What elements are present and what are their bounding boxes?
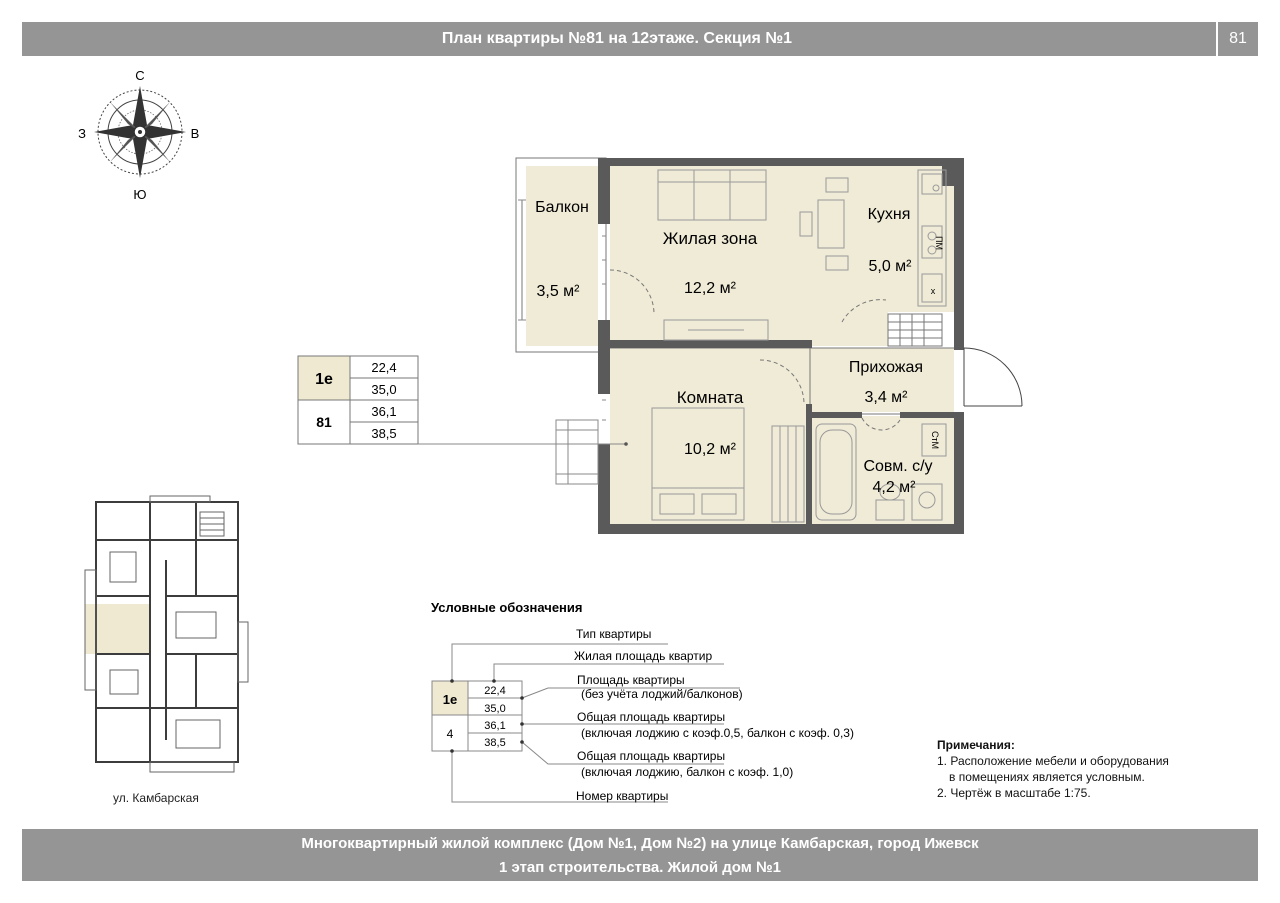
- floor-plan: [516, 158, 1022, 534]
- apartment-total-area-1: 36,1: [371, 404, 397, 419]
- legend-value-2: 35,0: [484, 703, 506, 715]
- living-area-label: 12,2 м²: [684, 280, 736, 297]
- legend-total2-note: (включая лоджию, балкон с коэф. 1,0): [581, 765, 794, 779]
- legend-total2-label: Общая площадь квартиры: [577, 749, 726, 763]
- legend-living-label: Жилая площадь квартир: [574, 649, 713, 663]
- legend: [431, 600, 854, 803]
- compass-north-label: С: [135, 68, 145, 83]
- room-area-label: 10,2 м²: [684, 441, 736, 458]
- room-name: Комната: [676, 388, 744, 407]
- page-title: План квартиры №81 на 12этаже. Секция №1: [441, 30, 793, 47]
- apartment-total-area-2: 38,5: [371, 426, 397, 441]
- apartment-number: 81: [316, 414, 332, 430]
- bath-area-label: 4,2 м²: [872, 479, 916, 496]
- hall-area-label: 3,4 м²: [864, 389, 908, 406]
- footer-line-1: Многоквартирный жилой комплекс (Дом №1, Дом №2) на улице Камбарская, город Ижевск: [301, 835, 979, 852]
- fridge-label: х: [930, 286, 936, 296]
- footer-line-2: 1 этап строительства. Жилой дом №1: [498, 859, 782, 876]
- legend-type-label: Тип квартиры: [576, 627, 652, 641]
- living-name: Жилая зона: [662, 229, 758, 248]
- legend-value-1: 22,4: [484, 685, 506, 697]
- hall-name: Прихожая: [848, 359, 924, 376]
- notes: [937, 737, 1169, 801]
- footer-banner: [22, 829, 1258, 881]
- compass-west-label: З: [78, 126, 86, 141]
- compass-rose-icon: [94, 86, 186, 178]
- page-number: 81: [1216, 22, 1258, 56]
- kitchen-area-label: 5,0 м²: [868, 258, 912, 275]
- compass-south-label: Ю: [133, 187, 147, 202]
- note-line-1: 1. Расположение мебели и оборудования: [937, 754, 1169, 768]
- balcony-name: Балкон: [535, 199, 589, 216]
- legend-number-label: Номер квартиры: [576, 789, 669, 803]
- street-label: ул. Камбарская: [113, 791, 199, 805]
- section-plan: [85, 496, 248, 772]
- balcony-area-label: 3,5 м²: [536, 283, 580, 300]
- legend-area-label: Площадь квартиры: [577, 673, 685, 687]
- stove-label: ПМ: [934, 236, 944, 250]
- legend-type: 1е: [442, 692, 458, 707]
- legend-value-3: 36,1: [484, 720, 506, 732]
- compass-east-label: В: [190, 126, 200, 141]
- note-line-3: 2. Чертёж в масштабе 1:75.: [937, 786, 1091, 800]
- apartment-area: 35,0: [371, 382, 397, 397]
- apartment-type: 1е: [315, 371, 333, 388]
- kitchen-name: Кухня: [867, 206, 911, 223]
- balcony-area: [526, 166, 598, 346]
- legend-total1-note: (включая лоджию с коэф.0,5, балкон с коэф. 0,3): [581, 726, 854, 740]
- legend-value-4: 38,5: [484, 737, 506, 749]
- apartment-card: [298, 356, 628, 446]
- apartment-living-area: 22,4: [371, 360, 397, 375]
- notes-heading: Примечания:: [937, 738, 1015, 752]
- note-line-2: в помещениях является условным.: [949, 770, 1145, 784]
- legend-area-note: (без учёта лоджий/балконов): [581, 687, 743, 701]
- legend-title: Условные обозначения: [431, 600, 583, 615]
- washer-label: СтМ: [930, 430, 940, 450]
- legend-number: 4: [446, 727, 454, 741]
- legend-total1-label: Общая площадь квартиры: [577, 710, 726, 724]
- bath-name: Совм. с/у: [863, 458, 933, 475]
